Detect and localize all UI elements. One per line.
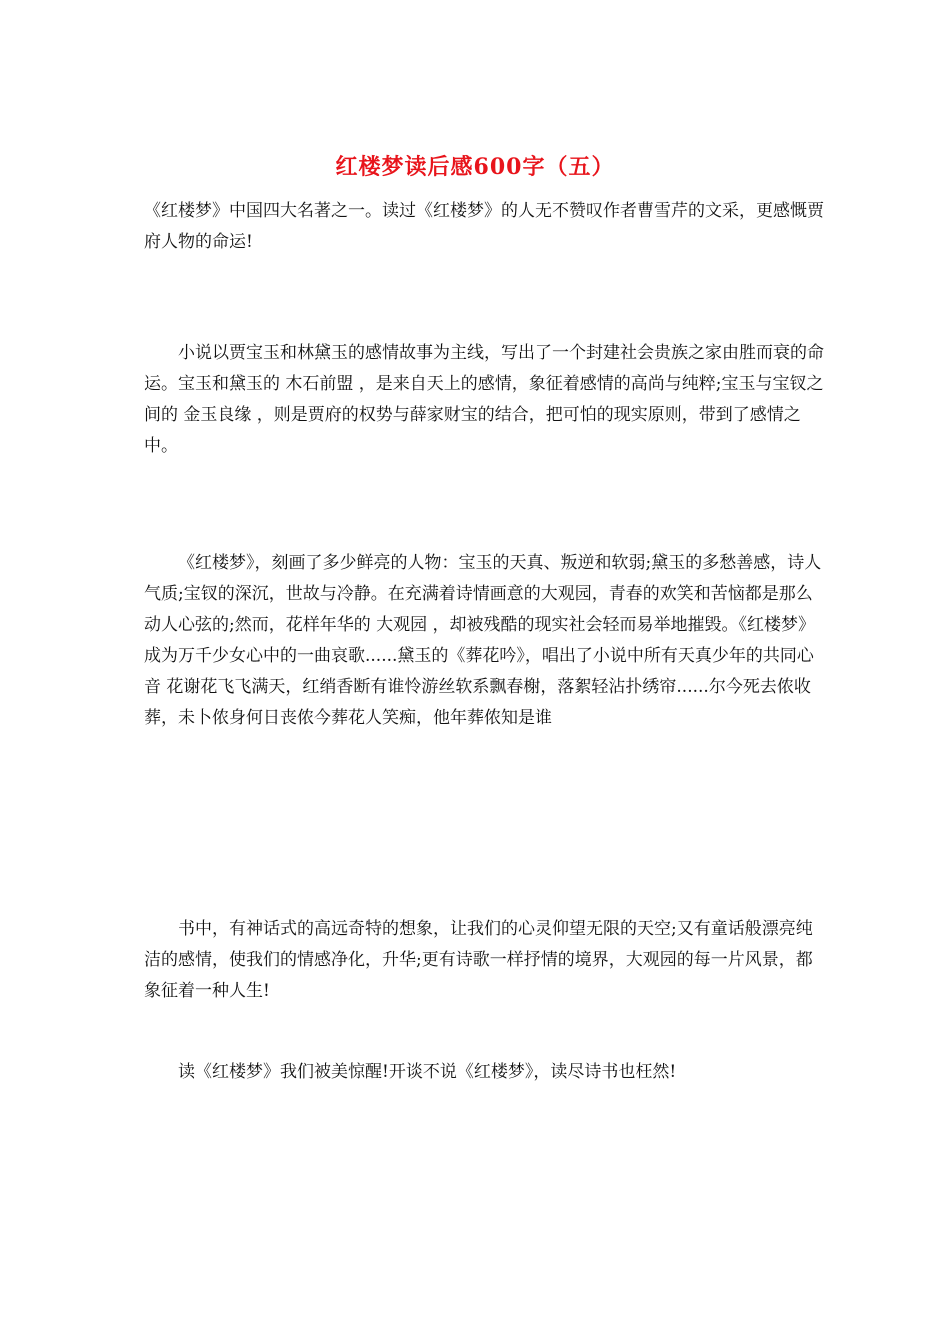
- document-title: 红楼梦读后感600字（五）: [335, 154, 615, 180]
- paragraph-5: 读《红楼梦》我们被美惊醒!开谈不说《红楼梦》，读尽诗书也枉然!: [178, 1062, 677, 1082]
- paragraph-2: 小说以贾宝玉和林黛玉的感情故事为主线，写出了一个封建社会贵族之家由胜而衰的命运。宝玉和黛玉的 木石前盟 ，是来自天上的感情，象征着感情的高尚与纯粹;宝玉与宝钗之间的 金玉良缘 ，则是贾府的权势与薛家财宝的结合，把可怕的现实原则，带到了感情之中。: [144, 343, 824, 456]
- paragraph-1: 《红楼梦》中国四大名著之一。读过《红楼梦》的人无不赞叹作者曹雪芹的文采，更感慨贾府人物的命运!: [144, 201, 824, 252]
- paragraph-3: 《红楼梦》，刻画了多少鲜亮的人物：宝玉的天真、叛逆和软弱;黛玉的多愁善感，诗人气质;宝钗的深沉，世故与冷静。在充满着诗情画意的大观园，青春的欢笑和苦恼都是那么动人心弦的;然而，花样年华的 大观园 ，却被残酷的现实社会轻而易举地摧毁。《红楼梦》成为万千少女心中的一曲哀歌......黛玉的《葬花吟》，唱出了小说中所有天真少年的共同心音 花谢花飞飞满天，红绡香断有谁怜游丝软系飘春榭，落絮轻沾扑绣帘......尔今死去侬收葬，未卜侬身何日丧侬今葬花人笑痴，他年葬侬知是谁: [144, 553, 822, 728]
- paragraph-4: 书中，有神话式的高远奇特的想象，让我们的心灵仰望无限的天空;又有童话般漂亮纯洁的感情，使我们的情感净化，升华;更有诗歌一样抒情的境界，大观园的每一片风景，都象征着一种人生!: [144, 919, 813, 1001]
